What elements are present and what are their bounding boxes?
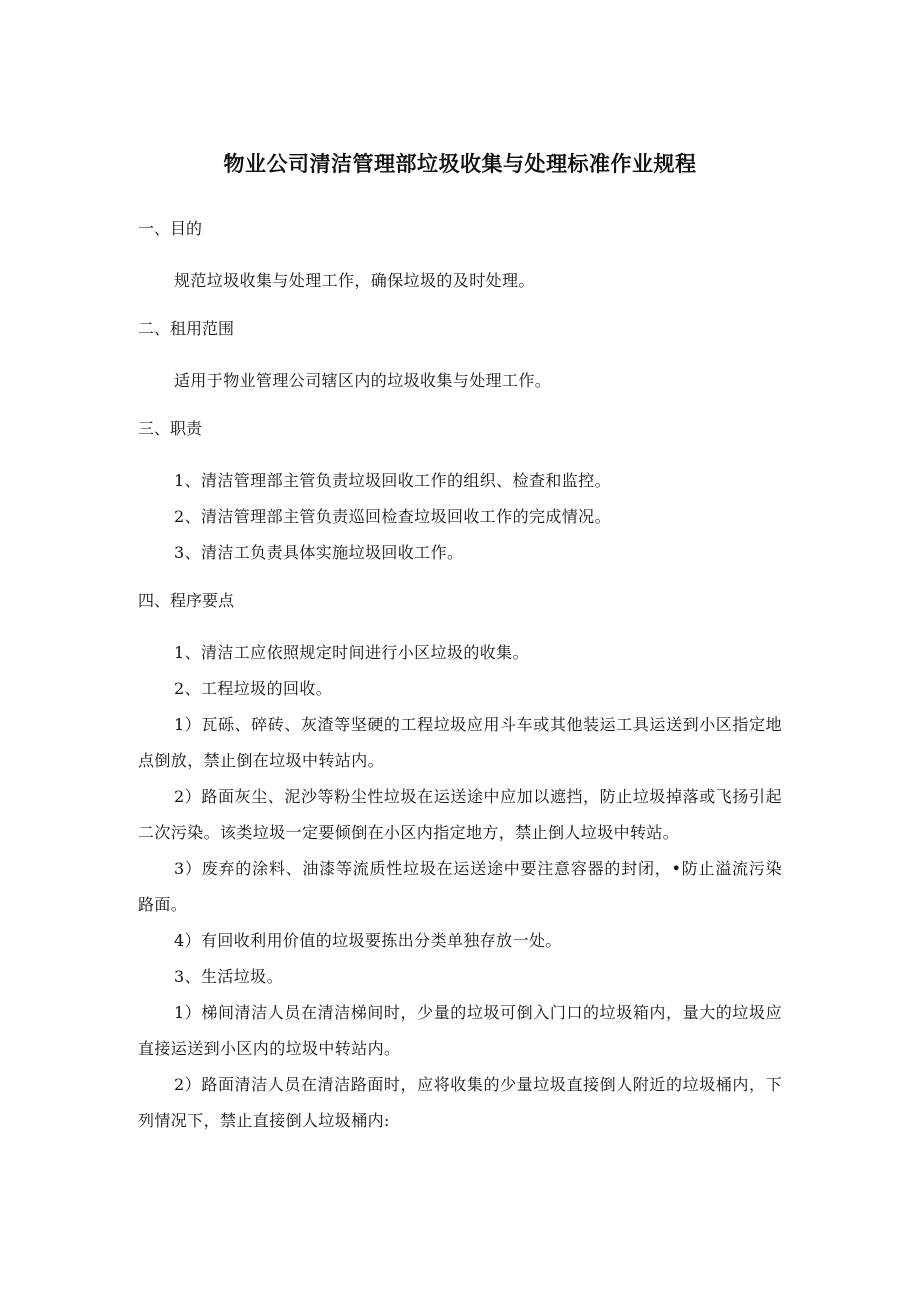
paragraph: 2）路面清洁人员在清洁路面时，应将收集的少量垃圾直接倒人附近的垃圾桶内，下列情况下，禁止直接倒人垃圾桶内: xyxy=(138,1075,782,1130)
section-heading: 一、目的 xyxy=(138,219,203,238)
section-heading: 二、租用范围 xyxy=(138,319,235,338)
paragraph: 3、清洁工负责具体实施垃圾回收工作。 xyxy=(174,543,464,562)
paragraph: 4）有回收利用价值的垃圾要拣出分类单独存放一处。 xyxy=(174,931,562,950)
paragraph: 适用于物业管理公司辖区内的垃圾收集与处理工作。 xyxy=(174,371,552,390)
paragraph: 1、清洁管理部主管负责垃圾回收工作的组织、检查和监控。 xyxy=(174,471,611,490)
paragraph: 2）路面灰尘、泥沙等粉尘性垃圾在运送途中应加以遮挡，防止垃圾掉落或飞扬引起二次污染。该类垃圾一定要倾倒在小区内指定地方，禁止倒人垃圾中转站。 xyxy=(138,787,782,842)
paragraph: 1）瓦砾、碎砖、灰渣等坚硬的工程垃圾应用斗车或其他装运工具运送到小区指定地点倒放，禁止倒在垃圾中转站内。 xyxy=(138,715,782,770)
section-purpose xyxy=(138,217,782,299)
paragraph: 3）废弃的涂料、油漆等流质性垃圾在运送途中要注意容器的封闭，•防止溢流污染路面。 xyxy=(138,859,782,914)
paragraph: 1、清洁工应依照规定时间进行小区垃圾的收集。 xyxy=(174,643,529,662)
paragraph: 1）梯间清洁人员在清洁梯间时，少量的垃圾可倒入门口的垃圾箱内，量大的垃圾应直接运送到小区内的垃圾中转站内。 xyxy=(138,1003,782,1058)
paragraph: 规范垃圾收集与处理工作，确保垃圾的及时处理。 xyxy=(174,271,535,290)
section-heading: 四、程序要点 xyxy=(138,591,235,610)
section-procedures xyxy=(138,589,782,1139)
document-title: 物业公司清洁管理部垃圾收集与处理标准作业规程 xyxy=(223,152,697,176)
paragraph: 2、工程垃圾的回收。 xyxy=(174,679,333,698)
section-responsibilities xyxy=(138,417,782,571)
section-heading: 三、职责 xyxy=(138,419,203,438)
section-scope xyxy=(138,317,782,399)
paragraph: 3、生活垃圾。 xyxy=(174,967,283,986)
paragraph: 2、清洁管理部主管负责巡回检查垃圾回收工作的完成情况。 xyxy=(174,507,611,526)
